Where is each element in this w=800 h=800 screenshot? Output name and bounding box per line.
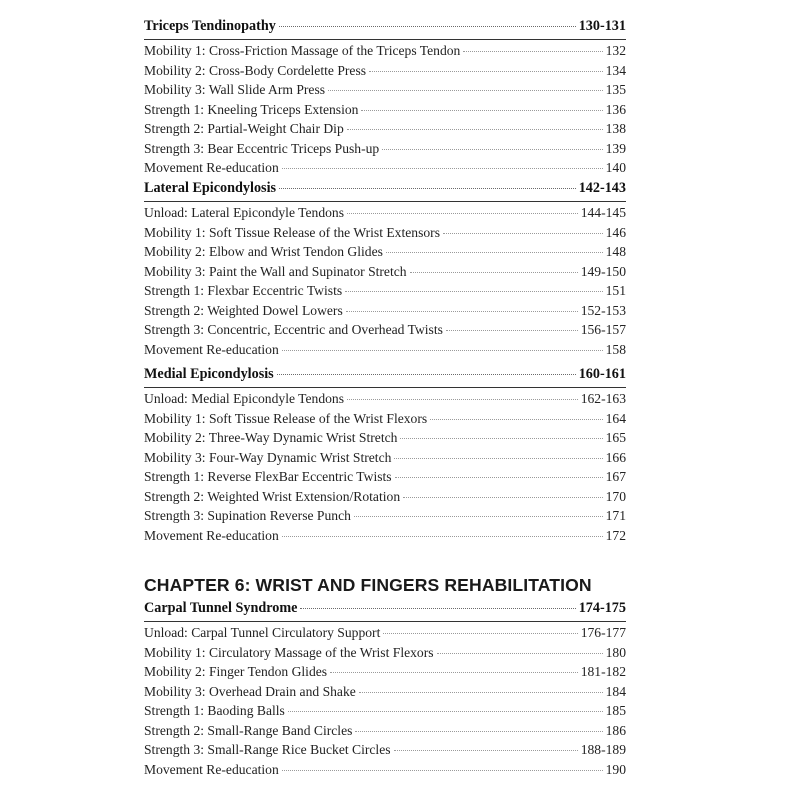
toc-entry-pages: 165 bbox=[605, 430, 626, 445]
toc-entry[interactable] bbox=[144, 342, 626, 362]
toc-entry[interactable] bbox=[144, 303, 626, 323]
dot-leader bbox=[437, 653, 603, 654]
toc-entry-title: Mobility 1: Soft Tissue Release of the Wrist Flexors bbox=[144, 410, 428, 426]
toc-entry-title: Mobility 1: Cross-Friction Massage of the Triceps Tendon bbox=[144, 43, 461, 58]
toc-entry-pages: 158 bbox=[605, 341, 626, 357]
toc-entry[interactable] bbox=[144, 450, 626, 470]
toc-heading-pages: 130-131 bbox=[578, 18, 626, 34]
toc-entry-pages: 190 bbox=[605, 761, 626, 777]
toc-entry-title: Mobility 2: Elbow and Wrist Tendon Glides bbox=[144, 244, 383, 259]
toc-entry-title: Unload: Medial Epicondyle Tendons bbox=[144, 391, 345, 406]
toc-section-heading[interactable] bbox=[144, 366, 626, 387]
toc-entry-title: Strength 3: Concentric, Eccentric and Overhead Twists bbox=[144, 322, 443, 337]
toc-section-carpal-tunnel-syndrome bbox=[144, 600, 626, 781]
toc-entry-title: Strength 1: Reverse FlexBar Eccentric Twists bbox=[144, 469, 392, 484]
toc-entry[interactable] bbox=[144, 244, 626, 264]
toc-entry-pages: 166 bbox=[605, 449, 626, 465]
toc-entry-title: Strength 3: Bear Eccentric Triceps Push-up bbox=[144, 140, 380, 156]
dot-leader bbox=[359, 692, 603, 693]
toc-entry[interactable] bbox=[144, 411, 626, 431]
toc-entry-title: Mobility 1: Circulatory Massage of the Wrist Flexors bbox=[144, 644, 434, 660]
toc-entry[interactable] bbox=[144, 264, 626, 284]
toc-entry[interactable] bbox=[144, 645, 626, 665]
section-rule bbox=[144, 387, 626, 388]
toc-entry-pages: 144-145 bbox=[580, 205, 626, 220]
toc-entry-pages: 181-182 bbox=[580, 664, 626, 679]
toc-section-heading[interactable] bbox=[144, 600, 626, 621]
toc-entry[interactable] bbox=[144, 762, 626, 782]
toc-entry-pages: 185 bbox=[605, 703, 626, 718]
dot-leader bbox=[361, 110, 602, 111]
toc-entry-pages: 148 bbox=[605, 244, 626, 259]
dot-leader bbox=[282, 770, 603, 771]
toc-entry[interactable] bbox=[144, 121, 626, 141]
toc-section-medial-epicondylosis bbox=[144, 366, 626, 547]
toc-entry[interactable] bbox=[144, 508, 626, 528]
toc-entry-pages: 170 bbox=[605, 488, 626, 504]
toc-entry[interactable] bbox=[144, 684, 626, 704]
toc-entry-title: Movement Re-education bbox=[144, 160, 279, 175]
toc-entry[interactable] bbox=[144, 160, 626, 180]
dot-leader bbox=[328, 90, 603, 91]
dot-leader bbox=[400, 438, 602, 439]
toc-entry-title: Strength 2: Small-Range Band Circles bbox=[144, 722, 353, 738]
toc-entry-title: Mobility 3: Four-Way Dynamic Wrist Stretch bbox=[144, 449, 392, 465]
dot-leader bbox=[347, 399, 578, 400]
dot-leader bbox=[282, 350, 603, 351]
toc-heading-title: Lateral Epicondylosis bbox=[144, 180, 277, 196]
dot-leader bbox=[279, 26, 576, 27]
toc-entry-title: Mobility 1: Soft Tissue Release of the Wrist Extensors bbox=[144, 224, 440, 240]
toc-entry-title: Strength 2: Partial-Weight Chair Dip bbox=[144, 121, 344, 136]
dot-leader bbox=[355, 731, 602, 732]
toc-heading-pages: 174-175 bbox=[578, 600, 626, 616]
toc-entry[interactable] bbox=[144, 489, 626, 509]
section-rule bbox=[144, 201, 626, 202]
toc-entry-title: Strength 2: Weighted Dowel Lowers bbox=[144, 302, 343, 318]
dot-leader bbox=[430, 419, 602, 420]
toc-entry-pages: 188-189 bbox=[580, 742, 626, 757]
toc-entry-pages: 149-150 bbox=[580, 263, 626, 279]
toc-entry-pages: 146 bbox=[605, 224, 626, 240]
toc-entry-title: Mobility 3: Overhead Drain and Shake bbox=[144, 683, 356, 699]
toc-entry[interactable] bbox=[144, 141, 626, 161]
dot-leader bbox=[347, 129, 603, 130]
toc-entry-title: Mobility 2: Finger Tendon Glides bbox=[144, 664, 328, 679]
dot-leader bbox=[288, 711, 603, 712]
toc-entry-title: Strength 1: Flexbar Eccentric Twists bbox=[144, 283, 343, 298]
toc-entry-title: Strength 1: Kneeling Triceps Extension bbox=[144, 101, 359, 117]
dot-leader bbox=[446, 330, 578, 331]
toc-entry-title: Unload: Lateral Epicondyle Tendons bbox=[144, 205, 345, 220]
toc-entry-title: Strength 1: Baoding Balls bbox=[144, 703, 285, 718]
section-rule bbox=[144, 39, 626, 40]
toc-entry-pages: 167 bbox=[605, 469, 626, 484]
dot-leader bbox=[330, 672, 578, 673]
toc-entry-pages: 134 bbox=[605, 62, 626, 78]
toc-entry[interactable] bbox=[144, 664, 626, 684]
toc-entry[interactable] bbox=[144, 205, 626, 225]
dot-leader bbox=[443, 233, 603, 234]
toc-entry-pages: 162-163 bbox=[580, 391, 626, 406]
toc-section-triceps-tendinopathy bbox=[144, 18, 626, 180]
toc-entry-title: Mobility 2: Cross-Body Cordelette Press bbox=[144, 62, 367, 78]
toc-entry-pages: 152-153 bbox=[580, 302, 626, 318]
toc-entry[interactable] bbox=[144, 322, 626, 342]
dot-leader bbox=[382, 149, 602, 150]
toc-entry-title: Strength 3: Small-Range Rice Bucket Circles bbox=[144, 742, 391, 757]
toc-entry-pages: 176-177 bbox=[580, 625, 626, 640]
dot-leader bbox=[300, 608, 575, 609]
toc-entry[interactable] bbox=[144, 283, 626, 303]
toc-entry-pages: 180 bbox=[605, 644, 626, 660]
toc-section-heading[interactable] bbox=[144, 18, 626, 39]
dot-leader bbox=[383, 633, 577, 634]
toc-entry[interactable] bbox=[144, 43, 626, 63]
toc-heading-title: Medial Epicondylosis bbox=[144, 366, 274, 382]
toc-heading-title: Triceps Tendinopathy bbox=[144, 18, 276, 34]
toc-heading-title: Carpal Tunnel Syndrome bbox=[144, 600, 298, 616]
dot-leader bbox=[403, 497, 602, 498]
toc-entry[interactable] bbox=[144, 625, 626, 645]
toc-entry[interactable] bbox=[144, 82, 626, 102]
toc-entry-title: Movement Re-education bbox=[144, 527, 279, 543]
toc-entry-pages: 136 bbox=[605, 101, 626, 117]
toc-entry-title: Strength 2: Weighted Wrist Extension/Rotation bbox=[144, 488, 401, 504]
toc-entry-pages: 184 bbox=[605, 683, 626, 699]
toc-entry[interactable] bbox=[144, 225, 626, 245]
toc-entry-pages: 135 bbox=[605, 82, 626, 97]
dot-leader bbox=[279, 188, 576, 189]
toc-section-lateral-epicondylosis bbox=[144, 180, 626, 361]
dot-leader bbox=[463, 51, 602, 52]
dot-leader bbox=[282, 168, 603, 169]
toc-entry-pages: 151 bbox=[605, 283, 626, 298]
toc-entry-pages: 171 bbox=[605, 508, 626, 523]
toc-entry-pages: 156-157 bbox=[580, 322, 626, 337]
toc-entry[interactable] bbox=[144, 742, 626, 762]
dot-leader bbox=[395, 477, 603, 478]
toc-entry[interactable] bbox=[144, 391, 626, 411]
dot-leader bbox=[346, 311, 578, 312]
toc-entry-pages: 132 bbox=[605, 43, 626, 58]
toc-entry-pages: 138 bbox=[605, 121, 626, 136]
toc-entry-title: Movement Re-education bbox=[144, 761, 279, 777]
toc-entry-title: Unload: Carpal Tunnel Circulatory Support bbox=[144, 625, 381, 640]
toc-entry-pages: 139 bbox=[605, 140, 626, 156]
dot-leader bbox=[394, 750, 578, 751]
section-rule bbox=[144, 621, 626, 622]
toc-entry-pages: 140 bbox=[605, 160, 626, 175]
dot-leader bbox=[386, 252, 603, 253]
dot-leader bbox=[347, 213, 578, 214]
toc-entry[interactable] bbox=[144, 703, 626, 723]
toc-entry[interactable] bbox=[144, 63, 626, 83]
toc-entry-pages: 172 bbox=[605, 527, 626, 543]
toc-entry-pages: 186 bbox=[605, 722, 626, 738]
toc-section-heading[interactable] bbox=[144, 180, 626, 201]
dot-leader bbox=[282, 536, 603, 537]
toc-entry[interactable] bbox=[144, 102, 626, 122]
toc-entry-title: Mobility 3: Wall Slide Arm Press bbox=[144, 82, 326, 97]
dot-leader bbox=[394, 458, 602, 459]
dot-leader bbox=[369, 71, 603, 72]
toc-entry-title: Movement Re-education bbox=[144, 341, 279, 357]
toc-entry[interactable] bbox=[144, 430, 626, 450]
chapter-title: CHAPTER 6: WRIST AND FINGERS REHABILITATION bbox=[144, 575, 592, 595]
toc-entry-title: Strength 3: Supination Reverse Punch bbox=[144, 508, 351, 523]
dot-leader bbox=[277, 374, 576, 375]
dot-leader bbox=[345, 291, 602, 292]
toc-entry-pages: 164 bbox=[605, 410, 626, 426]
toc-entry[interactable] bbox=[144, 528, 626, 548]
toc-entry[interactable] bbox=[144, 723, 626, 743]
toc-entry-title: Mobility 2: Three-Way Dynamic Wrist Stretch bbox=[144, 430, 398, 445]
toc-heading-pages: 160-161 bbox=[578, 366, 626, 382]
toc-entry-title: Mobility 3: Paint the Wall and Supinator Stretch bbox=[144, 263, 407, 279]
toc-heading-pages: 142-143 bbox=[578, 180, 626, 196]
toc-entry[interactable] bbox=[144, 469, 626, 489]
dot-leader bbox=[354, 516, 603, 517]
dot-leader bbox=[410, 272, 578, 273]
